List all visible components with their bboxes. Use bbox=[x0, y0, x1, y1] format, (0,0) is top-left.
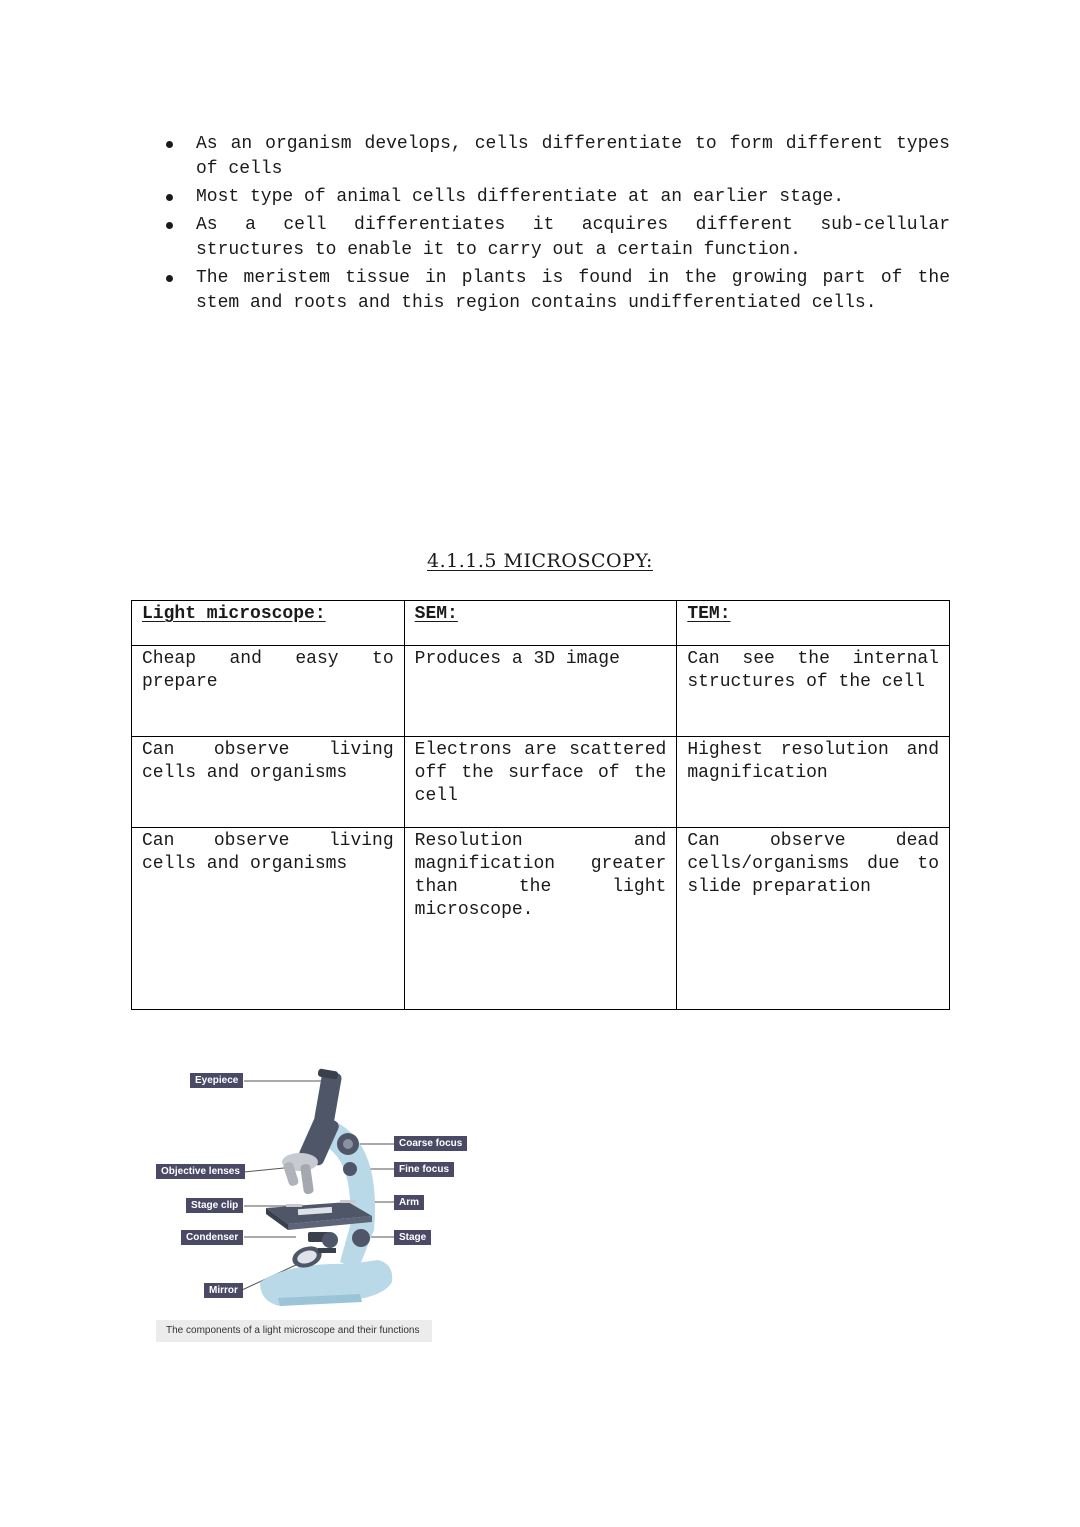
table-cell: Can see the internal structures of the cell bbox=[677, 646, 950, 737]
label-objective-lenses: Objective lenses bbox=[156, 1164, 245, 1179]
table-row bbox=[132, 646, 950, 737]
table-cell: Can observe living cells and organisms bbox=[132, 737, 405, 828]
label-condenser: Condenser bbox=[181, 1230, 243, 1245]
bullet-item: Most type of animal cells differentiate at an earlier stage. bbox=[160, 185, 950, 210]
label-stage-clip: Stage clip bbox=[186, 1198, 243, 1213]
label-mirror: Mirror bbox=[204, 1283, 243, 1298]
microscope-illustration bbox=[150, 1050, 480, 1320]
section-heading bbox=[0, 550, 1080, 572]
table-row bbox=[132, 737, 950, 828]
label-stage: Stage bbox=[394, 1230, 431, 1245]
bullet-list bbox=[160, 132, 950, 319]
table-cell: Highest resolution and magnification bbox=[677, 737, 950, 828]
microscope-figure bbox=[150, 1050, 480, 1350]
column-header-sem: SEM: bbox=[404, 601, 677, 646]
table-header-row bbox=[132, 601, 950, 646]
table-cell: Produces a 3D image bbox=[404, 646, 677, 737]
table-cell: Electrons are scattered off the surface of the cell bbox=[404, 737, 677, 828]
bullet-item: The meristem tissue in plants is found in the growing part of the stem and roots and this region contains undifferentiated cells. bbox=[160, 266, 950, 316]
column-header-tem: TEM: bbox=[677, 601, 950, 646]
table-row bbox=[132, 828, 950, 1010]
label-arm: Arm bbox=[394, 1195, 424, 1210]
figure-caption: The components of a light microscope and their functions bbox=[156, 1320, 432, 1342]
bullet-item: As an organism develops, cells differentiate to form different types of cells bbox=[160, 132, 950, 182]
label-eyepiece: Eyepiece bbox=[190, 1073, 243, 1088]
table-cell: Cheap and easy to prepare bbox=[132, 646, 405, 737]
table-cell: Resolution and magnification greater than the light microscope. bbox=[404, 828, 677, 1010]
bullet-item: As a cell differentiates it acquires different sub-cellular structures to enable it to carry out a certain function. bbox=[160, 213, 950, 263]
microscopy-table bbox=[131, 600, 950, 1010]
column-header-light: Light microscope: bbox=[132, 601, 405, 646]
label-coarse-focus: Coarse focus bbox=[394, 1136, 467, 1151]
table-cell: Can observe living cells and organisms bbox=[132, 828, 405, 1010]
table-cell: Can observe dead cells/organisms due to slide preparation bbox=[677, 828, 950, 1010]
section-heading-text: 4.1.1.5 MICROSCOPY: bbox=[427, 550, 653, 572]
label-fine-focus: Fine focus bbox=[394, 1162, 454, 1177]
